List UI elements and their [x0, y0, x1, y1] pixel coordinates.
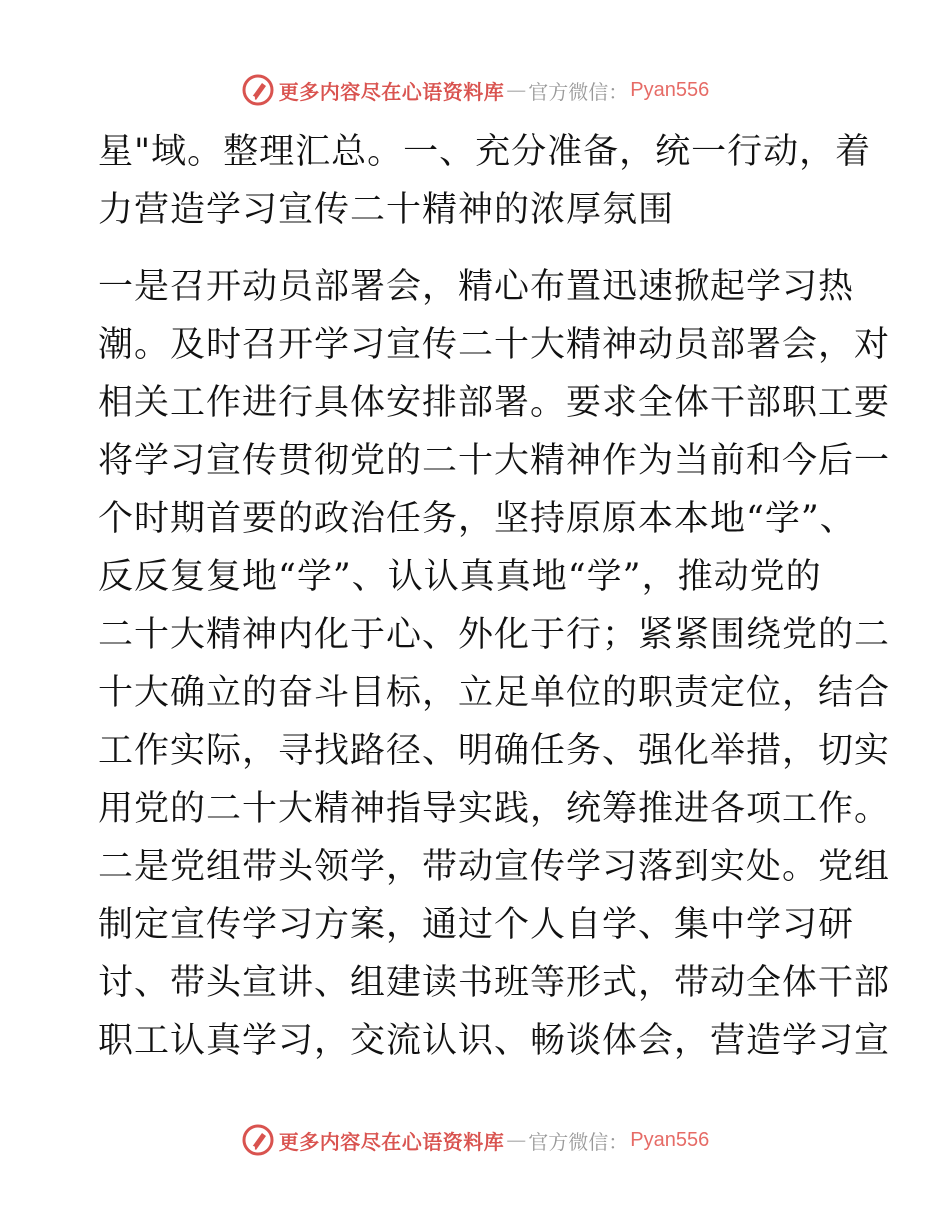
body-line: 二是党组带头领学，带动宣传学习落到实处。党组 — [98, 847, 891, 887]
wechat-id: Pyan556 — [630, 1128, 710, 1151]
heading-line: 力营造学习宣传二十精神的浓厚氛围 — [98, 190, 675, 230]
body-line: 个时期首要的政治任务，坚持原原本本地“学”、 — [98, 499, 856, 539]
body-line: 潮。及时召开学习宣传二十大精神动员部署会，对 — [98, 325, 891, 365]
wechat-label: 官方微信： — [528, 1129, 629, 1154]
body-line: 讨、带头宣讲、组建读书班等形式，带动全体干部 — [98, 963, 891, 1003]
body-line: 一是召开动员部署会，精心布置迅速掀起学习热 — [98, 267, 855, 307]
watermark-text: 更多内容尽在心语资料库 — [278, 1129, 505, 1154]
body-line: 职工认真学习，交流认识、畅谈体会，营造学习宣 — [98, 1021, 891, 1061]
body-line: 反反复复地“学”、认认真真地“学”，推动党的 — [98, 557, 822, 597]
watermark-text: 更多内容尽在心语资料库 — [278, 79, 505, 104]
body-line: 相关工作进行具体安排部署。要求全体干部职工要 — [98, 383, 891, 423]
watermark-dash: — — [506, 78, 527, 102]
watermark-dash: — — [506, 1128, 527, 1152]
watermark-banner-bottom — [0, 1120, 950, 1160]
body-line: 二十大精神内化于心、外化于行；紧紧围绕党的二 — [98, 615, 891, 655]
wechat-id: Pyan556 — [630, 78, 710, 101]
body-line: 十大确立的奋斗目标，立足单位的职责定位，结合 — [98, 673, 891, 713]
pen-nib-logo-icon — [241, 1123, 275, 1157]
paragraph-gap — [98, 239, 858, 258]
heading-line: 星"域。整理汇总。一、充分准备，统一行动，着 — [98, 132, 872, 172]
body-line: 用党的二十大精神指导实践，统筹推进各项工作。 — [98, 789, 891, 829]
pen-nib-logo-icon — [241, 73, 275, 107]
body-line: 工作实际，寻找路径、明确任务、强化举措，切实 — [98, 731, 891, 771]
body-line: 将学习宣传贯彻党的二十大精神作为当前和今后一 — [98, 441, 891, 481]
body-line: 制定宣传学习方案，通过个人自学、集中学习研 — [98, 905, 855, 945]
wechat-label: 官方微信： — [528, 79, 629, 104]
watermark-banner-top — [0, 70, 950, 110]
document-body — [98, 123, 891, 1070]
